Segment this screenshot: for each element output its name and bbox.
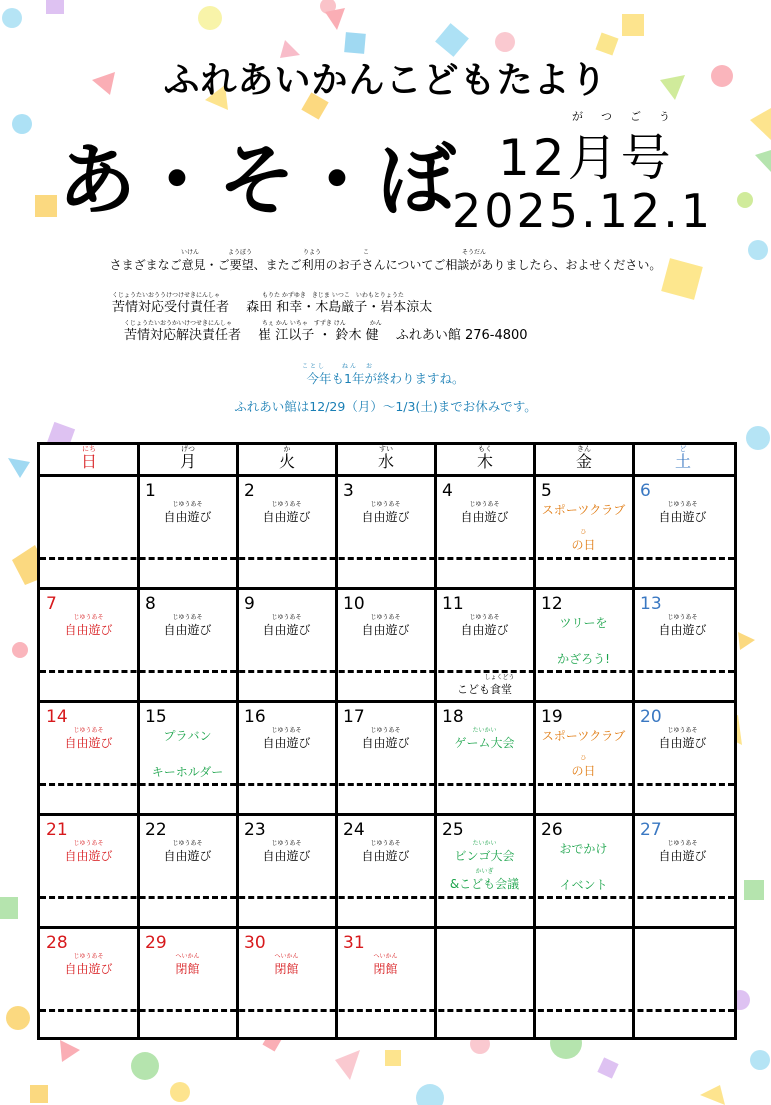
event-ruby: じゆうあそ (667, 501, 698, 508)
calendar-day-cell (40, 816, 137, 926)
event-ruby: じゆうあそ (271, 501, 302, 508)
day-event (337, 953, 434, 977)
event-ruby: じゆうあそ (172, 501, 203, 508)
event-label: プラバン (163, 729, 212, 743)
calendar-day-cell (436, 477, 533, 587)
calendar-day-cell (634, 703, 731, 813)
event-ruby: たいかい (472, 727, 497, 734)
event-ruby: じゆうあそ (667, 727, 698, 734)
calendar-day-cell (139, 703, 236, 813)
event-label: 自由遊び (64, 849, 113, 863)
event-label: かざろう! (557, 652, 610, 666)
day-event (634, 501, 731, 525)
event-label: 自由遊び (64, 623, 113, 637)
names-ruby: もりた かずゆき きじま いつこ いわもとりょうた (262, 292, 404, 299)
day-number: 24 (343, 820, 365, 840)
year-end-message: 今年も1年が終わりますね。 (306, 371, 465, 386)
weekday-header-cell (41, 445, 137, 474)
event-ruby: じゆうあそ (370, 840, 401, 847)
day-number: 11 (442, 594, 464, 614)
event-label: 自由遊び (262, 623, 311, 637)
role-ruby: くじょうたいおううけつけせきにんしゃ (112, 292, 221, 299)
day-number: 15 (145, 707, 167, 727)
day-event (238, 727, 335, 751)
event-label: 自由遊び (163, 510, 212, 524)
day-number: 14 (46, 707, 68, 727)
day-event (238, 614, 335, 638)
event-ruby: じゆうあそ (73, 727, 104, 734)
calendar-day-cell (535, 590, 632, 700)
event-label: 自由遊び (658, 623, 707, 637)
calendar-day-cell (634, 929, 731, 1039)
bottom-note (436, 674, 533, 697)
event-label: の日 (571, 764, 596, 778)
event-label: スポーツクラブ (541, 503, 626, 517)
day-number: 13 (640, 594, 662, 614)
event-label: 自由遊び (163, 623, 212, 637)
event-label: スポーツクラブ (541, 729, 626, 743)
calendar-day-cell (238, 703, 335, 813)
day-number: 3 (343, 481, 354, 501)
event-label: 自由遊び (460, 623, 509, 637)
day-event (535, 650, 632, 667)
notice-ruby: りよう (303, 249, 322, 256)
day-event (535, 529, 632, 553)
calendar-day-cell (139, 590, 236, 700)
day-number: 22 (145, 820, 167, 840)
day-event (535, 501, 632, 518)
calendar-day-cell (436, 929, 533, 1039)
event-ruby: じゆうあそ (73, 840, 104, 847)
day-number: 29 (145, 933, 167, 953)
event-label: 自由遊び (658, 849, 707, 863)
event-ruby: かいぎ (475, 868, 494, 875)
day-number: 21 (46, 820, 68, 840)
event-ruby: ひ (580, 529, 587, 536)
day-event (238, 501, 335, 525)
event-label: ゲーム大会 (454, 736, 515, 750)
event-ruby: じゆうあそ (271, 840, 302, 847)
calendar-day-cell (337, 590, 434, 700)
weekday-ruby: にち (82, 445, 96, 453)
day-event (238, 953, 335, 977)
receive-role: 苦情対応受付責任者 (112, 300, 230, 315)
day-event (535, 727, 632, 744)
day-event (535, 840, 632, 857)
event-label: 自由遊び (460, 510, 509, 524)
calendar-day-cell (238, 816, 335, 926)
event-ruby: じゆうあそ (172, 840, 203, 847)
calendar-day-cell (139, 929, 236, 1039)
day-event (436, 840, 533, 864)
calendar-day-cell (535, 929, 632, 1039)
day-event (337, 614, 434, 638)
day-number: 10 (343, 594, 365, 614)
calendar-day-cell (40, 703, 137, 813)
day-number: 28 (46, 933, 68, 953)
event-label: 自由遊び (163, 849, 212, 863)
event-label: 自由遊び (262, 849, 311, 863)
calendar-day-cell (337, 477, 434, 587)
notice-ruby: ようぼう (228, 249, 253, 256)
day-event (634, 840, 731, 864)
calendar-day-cell (238, 477, 335, 587)
notice-ruby: いけん (181, 249, 200, 256)
day-event (40, 953, 137, 977)
weekday-label: 火 (278, 452, 295, 471)
holiday-notice: ふれあい館は12/29（月）～1/3(土)までお休みです。 (234, 399, 537, 414)
event-ruby: じゆうあそ (271, 614, 302, 621)
day-number: 2 (244, 481, 255, 501)
calendar-day-cell (40, 590, 137, 700)
calendar-day-cell (238, 590, 335, 700)
names-ruby: ちぇ かん いちゃ すずき けん かん (262, 320, 382, 327)
calendar-day-cell (535, 816, 632, 926)
day-event (139, 840, 236, 864)
day-event (436, 501, 533, 525)
weekday-ruby: すい (379, 445, 393, 453)
day-number: 31 (343, 933, 365, 953)
event-ruby: じゆうあそ (667, 614, 698, 621)
calendar-day-cell (634, 816, 731, 926)
day-event (436, 868, 533, 892)
weekday-label: 日 (80, 452, 97, 471)
day-number: 12 (541, 594, 563, 614)
event-label: おでかけ (559, 842, 608, 856)
event-label: の日 (571, 538, 596, 552)
calendar-day-cell (535, 477, 632, 587)
column-divider (335, 445, 338, 1037)
day-event (40, 727, 137, 751)
event-ruby: じゆうあそ (469, 501, 500, 508)
event-label: 閉館 (175, 962, 200, 976)
day-event (139, 727, 236, 744)
calendar-day-cell (436, 703, 533, 813)
calendar-day-cell (139, 816, 236, 926)
day-event (337, 501, 434, 525)
weekday-ruby: げつ (181, 445, 195, 453)
role-ruby: くじょうたいおうかいけつせきにんしゃ (124, 320, 233, 327)
day-number: 7 (46, 594, 57, 614)
weekday-header (40, 445, 734, 477)
event-ruby: へいかん (175, 953, 200, 960)
weekday-header-cell (536, 445, 632, 474)
notice-ruby: こ (363, 249, 370, 256)
event-label: 自由遊び (262, 736, 311, 750)
event-ruby: じゆうあそ (370, 727, 401, 734)
notice-ruby: そうだん (462, 249, 487, 256)
day-number: 26 (541, 820, 563, 840)
complaint-receive-line (112, 296, 432, 315)
day-event (634, 614, 731, 638)
day-number: 6 (640, 481, 651, 501)
calendar-day-cell (436, 590, 533, 700)
event-ruby: じゆうあそ (271, 727, 302, 734)
event-ruby: じゆうあそ (73, 953, 104, 960)
weekday-header-cell (140, 445, 236, 474)
event-label: 自由遊び (361, 736, 410, 750)
day-number: 8 (145, 594, 156, 614)
day-event (337, 840, 434, 864)
receive-names: 森田 和幸・木島厳子・岩本涼太 (246, 300, 433, 315)
day-number: 20 (640, 707, 662, 727)
event-label: 自由遊び (658, 736, 707, 750)
calendar-day-cell (40, 929, 137, 1039)
column-divider (632, 445, 635, 1037)
day-number: 23 (244, 820, 266, 840)
contact-info: ふれあい館 276-4800 (395, 328, 528, 343)
day-event (535, 876, 632, 893)
event-label: 閉館 (373, 962, 398, 976)
event-label: ビンゴ大会 (454, 849, 515, 863)
day-number: 5 (541, 481, 552, 501)
weekday-header-cell (239, 445, 335, 474)
day-number: 9 (244, 594, 255, 614)
weekday-ruby: か (283, 445, 291, 453)
calendar-day-cell (634, 590, 731, 700)
calendar-day-cell (337, 929, 434, 1039)
issue-ruby: がつごう (572, 110, 688, 123)
column-divider (137, 445, 140, 1037)
day-event (139, 763, 236, 780)
column-divider (236, 445, 239, 1037)
calendar-day-cell (535, 703, 632, 813)
column-divider (434, 445, 437, 1037)
event-ruby: ひ (580, 755, 587, 762)
resolve-names: 崔 江以子 ・ 鈴木 健 (258, 328, 379, 343)
day-number: 4 (442, 481, 453, 501)
event-ruby: じゆうあそ (469, 614, 500, 621)
event-ruby: たいかい (472, 840, 497, 847)
day-number: 30 (244, 933, 266, 953)
feedback-notice: さまざまなご意見・ご要望、またご利用のお子さんについてご相談がありましたら、およせください。 (109, 258, 662, 272)
day-event (436, 614, 533, 638)
event-label: ツリーを (559, 616, 608, 630)
weekday-ruby: ど (679, 445, 687, 453)
calendar-day-cell (40, 477, 137, 587)
day-event (634, 727, 731, 751)
day-number: 18 (442, 707, 464, 727)
event-ruby: じゆうあそ (370, 614, 401, 621)
weekday-label: 水 (377, 452, 394, 471)
note-ruby: しょくどう (484, 674, 515, 681)
weekday-header-cell (437, 445, 533, 474)
event-ruby: じゆうあそ (172, 614, 203, 621)
calendar-day-cell (634, 477, 731, 587)
main-title: あ・そ・ぼ (58, 136, 459, 226)
event-ruby: へいかん (274, 953, 299, 960)
column-divider (533, 445, 536, 1037)
calendar-day-cell (337, 703, 434, 813)
issue-date: 2025.12.1 (452, 184, 714, 238)
day-event (535, 755, 632, 779)
event-label: 自由遊び (64, 962, 113, 976)
event-ruby: じゆうあそ (667, 840, 698, 847)
calendar-day-cell (139, 477, 236, 587)
event-ruby: へいかん (373, 953, 398, 960)
event-label: &こども会議 (449, 877, 520, 891)
event-ruby: じゆうあそ (370, 501, 401, 508)
event-ruby: じゆうあそ (73, 614, 104, 621)
weekday-label: 金 (575, 452, 592, 471)
calendar (37, 442, 737, 1040)
day-number: 27 (640, 820, 662, 840)
calendar-day-cell (337, 816, 434, 926)
day-number: 1 (145, 481, 156, 501)
event-label: 自由遊び (262, 510, 311, 524)
day-event (40, 614, 137, 638)
complaint-resolve-line (124, 324, 528, 343)
calendar-day-cell (238, 929, 335, 1039)
day-number: 25 (442, 820, 464, 840)
weekday-label: 月 (179, 452, 196, 471)
day-number: 19 (541, 707, 563, 727)
weekday-label: 木 (476, 452, 493, 471)
event-label: 閉館 (274, 962, 299, 976)
weekday-header-cell (338, 445, 434, 474)
issue-label: 12月号 (498, 129, 674, 187)
weekday-ruby: きん (577, 445, 591, 453)
day-event (139, 501, 236, 525)
event-label: イベント (559, 878, 608, 892)
day-event (535, 614, 632, 631)
day-event (139, 953, 236, 977)
day-event (337, 727, 434, 751)
event-label: 自由遊び (64, 736, 113, 750)
event-label: 自由遊び (361, 849, 410, 863)
day-event (139, 614, 236, 638)
day-number: 16 (244, 707, 266, 727)
calendar-day-cell (436, 816, 533, 926)
day-number: 17 (343, 707, 365, 727)
note-label: こども食堂 (457, 683, 512, 696)
resolve-role: 苦情対応解決責任者 (124, 328, 242, 343)
day-event (238, 840, 335, 864)
day-event (40, 840, 137, 864)
event-label: 自由遊び (658, 510, 707, 524)
event-label: 自由遊び (361, 623, 410, 637)
day-event (436, 727, 533, 751)
weekday-ruby: もく (478, 445, 492, 453)
weekday-label: 土 (674, 452, 691, 471)
message-ruby: ことし ねん お (302, 363, 375, 370)
newsletter-title: ふれあいかんこどもたより (163, 60, 608, 101)
event-label: 自由遊び (361, 510, 410, 524)
event-label: キーホルダー (151, 765, 224, 779)
weekday-header-cell (635, 445, 731, 474)
